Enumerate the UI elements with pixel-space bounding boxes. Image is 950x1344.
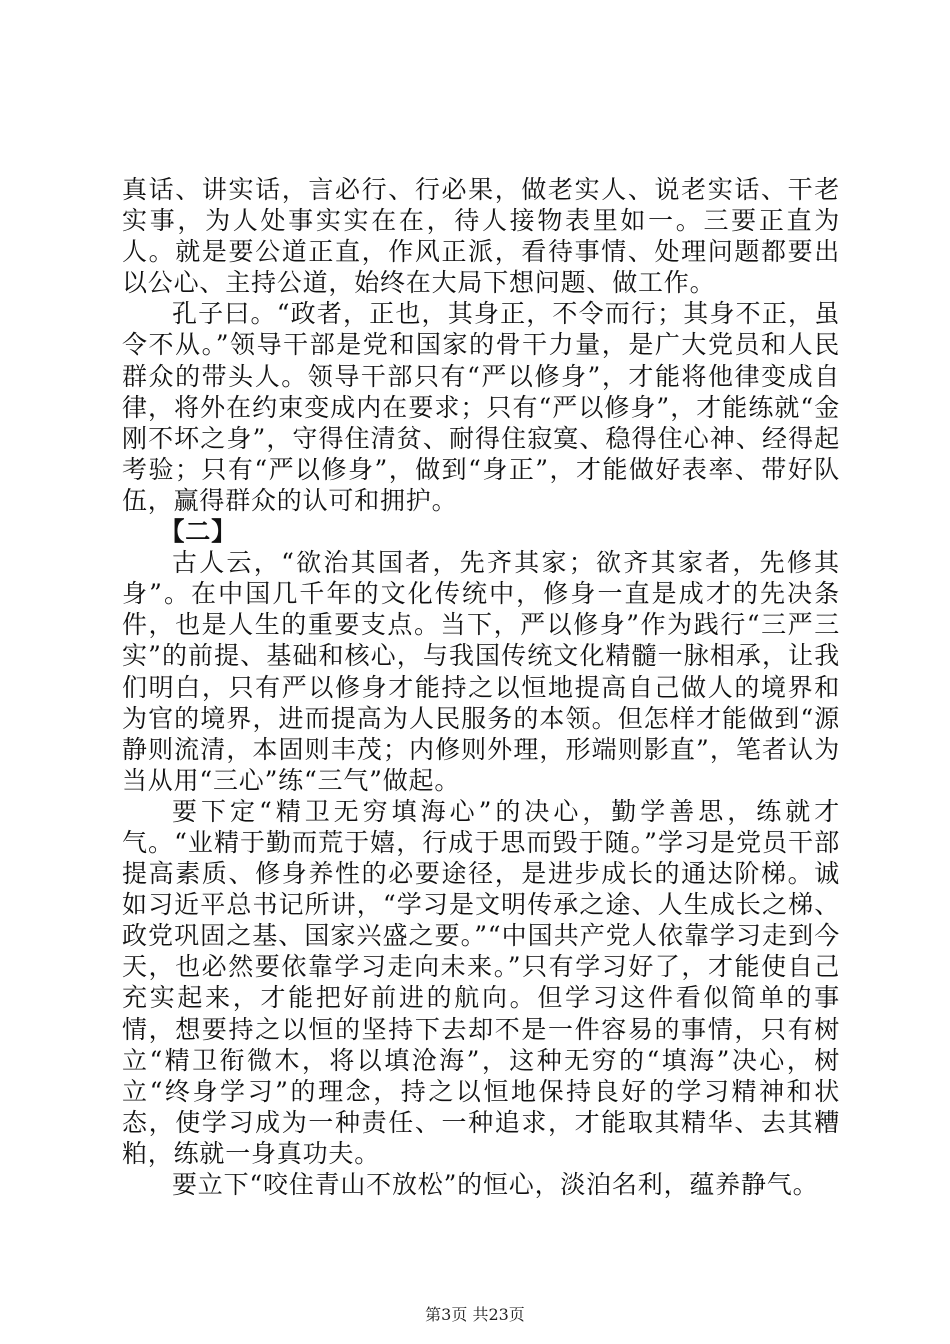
document-body — [122, 174, 840, 1200]
paragraph-continuation: 真话、讲实话，言必行、行必果，做老实人、说老实话、干老实事，为人处事实实在在，待人接物表里如一。三要正直为人。就是要公道正直，作风正派，看待事情、处理问题都要出以公心、主持公道，始终在大局下想问题、做工作。 — [122, 175, 840, 298]
section-heading-two: 【二】 — [159, 517, 237, 547]
paragraph-confucius: 孔子曰。“政者，正也，其身正，不令而行；其身不正，虽令不从。”领导干部是党和国家的骨干力量，是广大党员和人民群众的带头人。领导干部只有“严以修身”，才能将他律变成自律，将外在约束变成内在要求；只有“严以修身”，才能练就“金刚不坏之身”，守得住清贫、耐得住寂寞、稳得住心神、经得起考验；只有“严以修身”，做到“身正”，才能做好表率、带好队伍，赢得群众的认可和拥护。 — [122, 299, 840, 515]
paragraph-perseverance: 要立下“咬住青山不放松”的恒心，淡泊名利，蕴养静气。 — [172, 1170, 819, 1199]
page-number-footer: 第3页 共23页 — [425, 1305, 525, 1324]
paragraph-study: 要下定“精卫无穷填海心”的决心，勤学善思，练就才气。“业精于勤而荒于嬉，行成于思而毁于随。”学习是党员干部提高素质、修身养性的必要途径，是进步成长的通达阶梯。诚如习近平总书记所讲，“学习是文明传承之途、人生成长之梯、政党巩固之基、国家兴盛之要。”“中国共产党人依靠学习走到今天，也必然要依靠学习走向未来。”只有学习好了，才能使自己充实起来，才能把好前进的航向。但学习这件看似简单的事情，想要持之以恒的坚持下去却不是一件容易的事情，只有树立“精卫衔微木，将以填沧海”，这种无穷的“填海”决心，树立“终身学习”的理念，持之以恒地保持良好的学习精神和状态，使学习成为一种责任、一种追求，才能取其精华、去其糟粕，练就一身真功夫。 — [122, 796, 840, 1168]
paragraph-ancients: 古人云，“欲治其国者，先齐其家；欲齐其家者，先修其身”。在中国几千年的文化传统中，修身一直是成才的先决条件，也是人生的重要支点。当下，严以修身”作为践行“三严三实”的前提、基础和核心，与我国传统文化精髓一脉相承，让我们明白，只有严以修身才能持之以恒地提高自己做人的境界和为官的境界，进而提高为人民服务的本领。但怎样才能做到“源静则流清，本固则丰茂；内修则外理，形端则影直”，笔者认为当从用“三心”练“三气”做起。 — [122, 548, 840, 795]
